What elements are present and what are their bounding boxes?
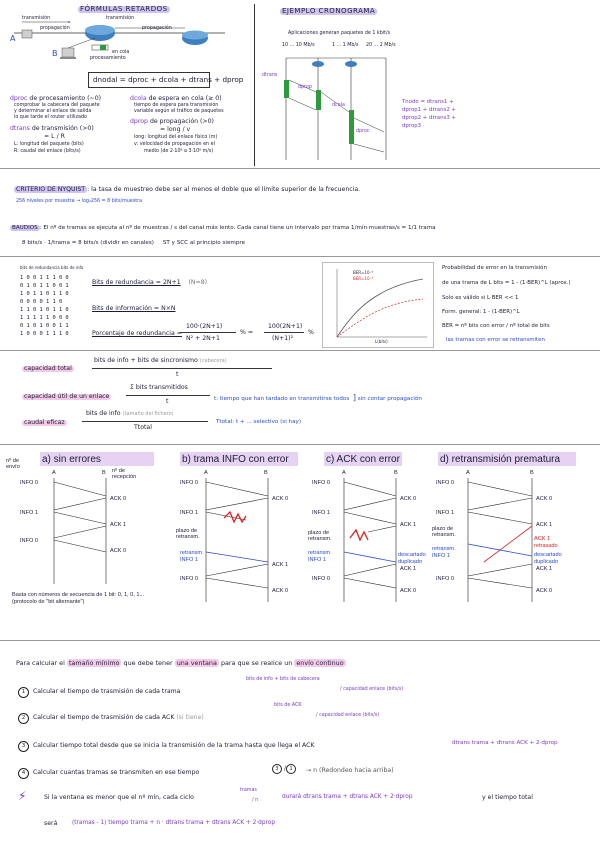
caudal-eficaz-label: caudal eficaz <box>24 419 65 426</box>
diag-a-ack1: ACK 1 <box>110 522 127 528</box>
cron-dproc: dproc <box>356 129 370 134</box>
dtrans-desc: de transmisión (>0) <box>31 125 94 132</box>
util-note2-text: sin contar propagación <box>357 396 422 402</box>
diag-a-ack0: ACK 0 <box>110 496 127 502</box>
col-2: 1 ... 1 Mb/s <box>332 43 359 48</box>
step-2 <box>18 713 204 724</box>
diag-d-ack1-red: ACK 1 <box>534 536 551 542</box>
capacidad-util-note: t: tiempo que han tardado en transmitirse todos ] sin contar propagación <box>214 393 422 402</box>
diag-c-retransm: retransm. <box>308 550 332 556</box>
divider-3 <box>0 350 600 351</box>
dproc-line-3: lo que tarde el router utilizado <box>14 115 87 120</box>
total-extra-text: (cabecera) <box>199 358 227 364</box>
step-1-number: 1 <box>18 687 29 698</box>
step-3-number: 3 <box>18 741 29 752</box>
capacidad-util-num: Σ bits transmitidos <box>130 384 188 391</box>
diag-d-info1b: INFO 1 <box>432 553 451 559</box>
step-5: Si la ventana es menor que el nº mín, cada ciclo <box>44 794 194 801</box>
cronograma-diagram <box>256 0 600 168</box>
dtrans-label: dtrans <box>10 125 30 132</box>
diag-d-B: B <box>530 470 534 476</box>
dtrans-eq: = L / R <box>44 133 65 140</box>
s2-unit: (bits/s) <box>362 713 380 718</box>
ber-legend-2: BER=10⁻⁵ <box>353 276 374 281</box>
step-2-number: 2 <box>18 713 29 724</box>
diag-a-A: A <box>52 470 56 476</box>
dprop-line-2: v: velocidad de propagación en el <box>134 142 215 147</box>
s4-circle-1: 1 <box>286 764 296 774</box>
nodal-formula: dnodal = dproc + dcola + dtrans + dprop <box>93 75 244 84</box>
total-num-text: bits de info + bits de sincronismo <box>94 357 198 364</box>
ventana-intro <box>16 660 346 666</box>
s1-num: bits de info + bits de cabecera <box>246 677 320 682</box>
step-4 <box>18 768 199 779</box>
capacidad-total-label: capacidad total <box>24 365 72 372</box>
s2-num: bits de ACK <box>274 703 302 708</box>
dprop-line-1: long: longitud del enlace físico (m) <box>134 135 218 140</box>
dproc-line-2: y determinar el enlace de salida <box>14 109 92 114</box>
parity-row: 1 0 1 1 0 1 1 0 <box>20 291 69 297</box>
s4-circles: 3 / 1 <box>272 764 296 774</box>
diag-d-ack1: ACK 1 <box>536 522 553 528</box>
s2-text: Calcular el tiempo de trasmisión de cada ACK <box>32 714 175 721</box>
diagram-b <box>176 452 316 612</box>
caudal-eficaz-num <box>86 411 174 417</box>
diag-d-retransm: retransm. <box>432 546 456 552</box>
col-3: 20 ... 2 Mb/s <box>366 43 396 48</box>
dcola-line-1: tiempo de espera para transmisión <box>134 103 219 108</box>
r3-num2: 100(2N+1) <box>268 323 303 330</box>
diag-c-ack1: ACK 1 <box>400 522 417 528</box>
redundancy-caption: bits de redundancia bits de info <box>20 265 84 270</box>
dproc-block <box>10 96 101 102</box>
diag-d-duplicado: duplicado <box>534 559 558 565</box>
caudal-eficaz-den: Ttotal <box>134 424 152 431</box>
diag-d-ack0: ACK 0 <box>536 496 553 502</box>
r3-den: N² + 2N+1 <box>186 335 220 342</box>
diag-c-B: B <box>394 470 398 476</box>
baudios-line2b-text: ST y SCC al principio siempre <box>162 240 246 246</box>
dtrans-line-1: L: longitud del paquete (bits) <box>14 142 84 147</box>
dprop-eq: = long / v <box>160 126 191 133</box>
diag-b-B: B <box>264 470 268 476</box>
s5-tail: y el tiempo total <box>482 794 533 801</box>
intro3: para que se realice un <box>220 659 293 667</box>
s3-text: Calcular tiempo total desde que se inicia la transmisión de la trama hasta que llega el ACK <box>32 742 315 749</box>
dprop-line-3: medio (de 2·10⁸ a 3·10⁸ m/s) <box>144 149 214 154</box>
eficaz-extra-text: (tamaño del fichero) <box>122 411 174 417</box>
diag-d-A: A <box>466 470 470 476</box>
diag-c-A: A <box>342 470 346 476</box>
s1-text: Calcular el tiempo de trasmisión de cada trama <box>32 688 181 695</box>
diagram-c-title: c) ACK con error <box>326 454 400 465</box>
diag-b-ack1: ACK 1 <box>272 562 289 568</box>
r3-frac-bar <box>180 332 236 333</box>
divider-1 <box>0 168 600 169</box>
ber-l4: Form. general: 1 - (1-BER)^L <box>442 309 520 315</box>
formulas-title: FÓRMULAS RETARDOS <box>80 5 168 13</box>
dcola-desc: de espera en cola (≥ 0) <box>148 95 222 102</box>
diag-b-A: A <box>204 470 208 476</box>
ber-l3: Solo es válido si L·BER << 1 <box>442 295 519 301</box>
diag-c-ack0: ACK 0 <box>400 496 417 502</box>
diag-d-descartado: descartado <box>534 552 562 558</box>
util-note-text: t: tiempo que han tardado en transmitirse todos <box>214 396 350 402</box>
node-a: A <box>10 34 16 43</box>
capacidad-total-num <box>94 358 227 364</box>
diag-a-note: Basta con números de secuencia de 1 bit: 0, 1, 0, 1... (protocolo de "bit alternante") <box>12 592 145 606</box>
intro-hl2: una ventana <box>176 659 217 667</box>
label-propagacion-1: propagación <box>40 26 70 31</box>
dprop-desc: de propagación (>0) <box>149 118 214 125</box>
cron-total: Tnodo = dtrans1 + dprop1 + dtrans2 + dprop2 + dtrans3 + dprop3 <box>402 99 456 130</box>
capacidad-util-label: capacidad útil de un enlace <box>24 393 110 400</box>
s2-den: / capacidad enlace (bits/s) <box>316 713 380 718</box>
diag-a-info1: INFO 1 <box>20 510 39 516</box>
s5-frac-num: tramas <box>240 788 257 793</box>
cron-dprop: dprop <box>298 85 312 90</box>
diag-d-info1: INFO 1 <box>436 510 455 516</box>
formula-box <box>88 72 244 88</box>
parity-row: 1 0 0 0 1 1 1 0 <box>20 331 69 337</box>
r1b-text: (N=8) <box>188 279 208 286</box>
baudios-text: : El nº de tramas se ejecuta al nº de muestras / s del canal más lento. Cada canal tiene un intervalo por trama <box>39 225 350 231</box>
diagram-b-title: b) trama INFO con error <box>182 454 289 465</box>
s5-eq: durará dtrans trama + dtrans ACK + 2·dprop <box>282 794 413 800</box>
redundancy-r1 <box>92 280 207 286</box>
s2-den-text: capacidad enlace <box>319 713 362 718</box>
dprop-block <box>130 119 214 125</box>
diag-d-info0: INFO 0 <box>436 480 455 486</box>
diag-b-info1: INFO 1 <box>180 510 199 516</box>
step-6: será <box>44 820 58 827</box>
diag-c-ack0b: ACK 0 <box>400 588 417 594</box>
nyquist-line <box>14 187 360 193</box>
network-diagram <box>0 0 250 75</box>
s4-eq: → n (Redondeo hacia arriba) <box>306 767 394 774</box>
step-1 <box>18 687 180 698</box>
nyquist-label: CRITERIO DE NYQUIST <box>16 186 86 193</box>
label-en-cola: en cola <box>112 50 130 55</box>
parity-row: 0 1 0 1 1 0 0 1 <box>20 283 69 289</box>
label-procesamiento: procesamiento <box>90 56 126 61</box>
redundancy-r2: Bits de información = N×N <box>92 305 176 312</box>
diagram-d <box>432 452 594 612</box>
r1-text: Bits de redundancia = 2N+1 <box>92 279 181 286</box>
s5-frac-den: / n <box>252 798 259 803</box>
nyquist-line2: 256 niveles por muestra → log₂256 = 8 bits/muestra <box>16 199 143 204</box>
intro1: Para calcular el <box>16 659 65 667</box>
s4-text: Calcular cuantas tramas se transmiten en ese tiempo <box>32 769 200 776</box>
ber-l6: las tramas con error se retransmiten <box>446 337 545 343</box>
warning-icon: ⚡ <box>18 789 27 803</box>
baudios-label: BAUDIOS <box>12 225 38 231</box>
diag-a-ack0b: ACK 0 <box>110 548 127 554</box>
step-4-number: 4 <box>18 768 29 779</box>
n-envio: nº de envío <box>6 458 20 470</box>
diagram-a <box>6 452 156 612</box>
r3-pct: % = <box>240 329 254 336</box>
ber-l2: de una trama de L bits = 1 - (1-BER)^L (aprox.) <box>442 280 571 286</box>
dcola-line-2: variable según el tráfico de paquetes <box>134 109 224 114</box>
eficaz-frac-bar <box>82 421 208 422</box>
diag-c-info1b: INFO 1 <box>308 557 327 563</box>
diagram-a-title: a) sin errores <box>42 454 101 465</box>
baudios-eq1: 1/mín·muestras/s = 1/1 trama <box>351 225 436 231</box>
diag-c-info0b: INFO 0 <box>312 576 331 582</box>
diag-d-info0b: INFO 0 <box>436 576 455 582</box>
baudios-line2 <box>22 241 245 247</box>
cronograma-caption: Aplicaciones generan paquetes de 1 kbit/s <box>288 31 391 36</box>
cronograma-title: EJEMPLO CRONOGRAMA <box>282 7 376 15</box>
cron-dtrans: dtrans <box>262 73 278 78</box>
s3-eq: dtrans trama + dtrans ACK + 2·dprop <box>452 740 558 746</box>
formulas-retardos-section <box>0 0 250 168</box>
diag-d-ack0b: ACK 0 <box>536 588 553 594</box>
divider-5 <box>0 640 600 641</box>
diag-c-descartado: descartado <box>398 552 426 558</box>
vertical-divider <box>254 4 255 166</box>
diagram-d-title: d) retransmisión prematura <box>440 454 561 465</box>
intro-hl3: envío continuo <box>296 659 344 667</box>
diag-b-ack0: ACK 0 <box>272 496 289 502</box>
diag-d-plazo: plazo de retransm. <box>432 526 456 538</box>
diag-d-ack1b: ACK 1 <box>536 566 553 572</box>
diag-b-retransm: retransm. <box>180 550 204 556</box>
total-frac-bar <box>92 368 272 369</box>
dtrans-block <box>10 126 94 132</box>
node-b: B <box>52 49 58 58</box>
intro2: que debe tener <box>123 659 173 667</box>
s2-extra: (si tiene) <box>176 714 204 721</box>
divider-2 <box>0 256 600 257</box>
parity-row: 1 1 1 1 1 0 0 0 <box>20 315 69 321</box>
diag-c-duplicado: duplicado <box>398 559 422 565</box>
eficaz-num-text: bits de info <box>86 410 121 417</box>
ber-chart <box>322 262 434 348</box>
parity-row: 0 1 0 1 0 0 1 1 <box>20 323 69 329</box>
capacidad-total-den: t <box>176 371 179 378</box>
label-propagacion-2: propagación <box>142 26 172 31</box>
ber-l1: Probabilidad de error en la transmisión <box>442 265 547 271</box>
r3-frac-bar-2 <box>264 332 304 333</box>
label-transmision: transmisión <box>22 16 51 21</box>
parity-row: 0 0 0 0 1 1 0 <box>20 299 63 305</box>
s1-den-text: capacidad enlace <box>343 687 386 692</box>
diag-d-retrasado: retrasado <box>534 543 558 549</box>
ber-legend-1: BER=10⁻⁶ <box>353 270 374 275</box>
ber-l5: BER = nº bits con error / nº total de bits <box>442 323 550 329</box>
dproc-label: dproc <box>10 95 28 102</box>
dprop-label: dprop <box>130 118 148 125</box>
r3-num: 100·(2N+1) <box>186 323 223 330</box>
diag-c-plazo: plazo de retransm. <box>308 530 332 542</box>
r3-pct2: % <box>308 329 314 336</box>
nyquist-text: : la tasa de muestreo debe ser al menos el doble que el límite superior de la frecuencia. <box>87 186 361 193</box>
diag-b-info0b: INFO 0 <box>180 576 199 582</box>
diag-c-ack1b: ACK 1 <box>400 566 417 572</box>
diag-b-ack0b: ACK 0 <box>272 588 289 594</box>
col-1: 10 ... 10 Mb/s <box>282 43 315 48</box>
n-recep: nº de recepción <box>112 468 137 480</box>
ber-xaxis: L(bits) <box>375 339 388 344</box>
s6-eq: (tramas - 1) tiempo trama + n · dtrans trama + dtrans ACK + 2·dprop <box>72 820 276 826</box>
diag-c-info1: INFO 1 <box>312 510 331 516</box>
s1-den: / capacidad enlace (bits/s) <box>340 687 404 692</box>
util-frac-bar <box>126 395 210 396</box>
cron-dcola: dcola <box>332 103 345 108</box>
diag-a-B: B <box>102 470 106 476</box>
label-transmision-2: transmisión <box>106 16 135 21</box>
parity-table <box>20 274 80 338</box>
dtrans-line-2: R: caudal del enlace (bits/s) <box>14 149 81 154</box>
diag-b-info0: INFO 0 <box>180 480 199 486</box>
dproc-line-1: comprobar la cabecera del paquete <box>14 103 100 108</box>
diag-c-info0: INFO 0 <box>312 480 331 486</box>
dproc-desc: de procesamiento (~0) <box>29 95 102 102</box>
step-3 <box>18 741 315 752</box>
divider-4 <box>0 444 600 445</box>
s5-den-text: n <box>255 798 259 803</box>
redundancy-r3: Porcentaje de redundancia = <box>92 330 182 337</box>
diagram-c <box>308 452 442 612</box>
diag-a-info0b: INFO 0 <box>20 538 39 544</box>
capacidad-util-den: t <box>166 398 169 405</box>
parity-row: 1 1 0 1 0 1 1 0 <box>20 307 69 313</box>
diag-a-info0: INFO 0 <box>20 480 39 486</box>
intro-hl1: tamaño mínimo <box>68 659 120 667</box>
cronograma-section <box>256 0 600 168</box>
diag-b-info1b: INFO 1 <box>180 557 199 563</box>
s1-unit: (bits/s) <box>386 687 404 692</box>
s4-circle-3: 3 <box>272 764 282 774</box>
diag-b-plazo: plazo de retransm. <box>176 528 200 540</box>
dcola-block <box>130 96 222 102</box>
caudal-eficaz-note: Ttotal: t + ... selectivo (si hay) <box>216 419 301 425</box>
dcola-label: dcola <box>130 95 147 102</box>
r3-den2: (N+1)² <box>272 335 294 342</box>
baudios-line <box>10 226 436 232</box>
parity-row: 1 0 0 1 1 1 0 0 <box>20 275 69 281</box>
baudios-line2-text: 8 bits/s · 1/trama = 8 bits/s (dividir en canales) <box>22 240 154 246</box>
